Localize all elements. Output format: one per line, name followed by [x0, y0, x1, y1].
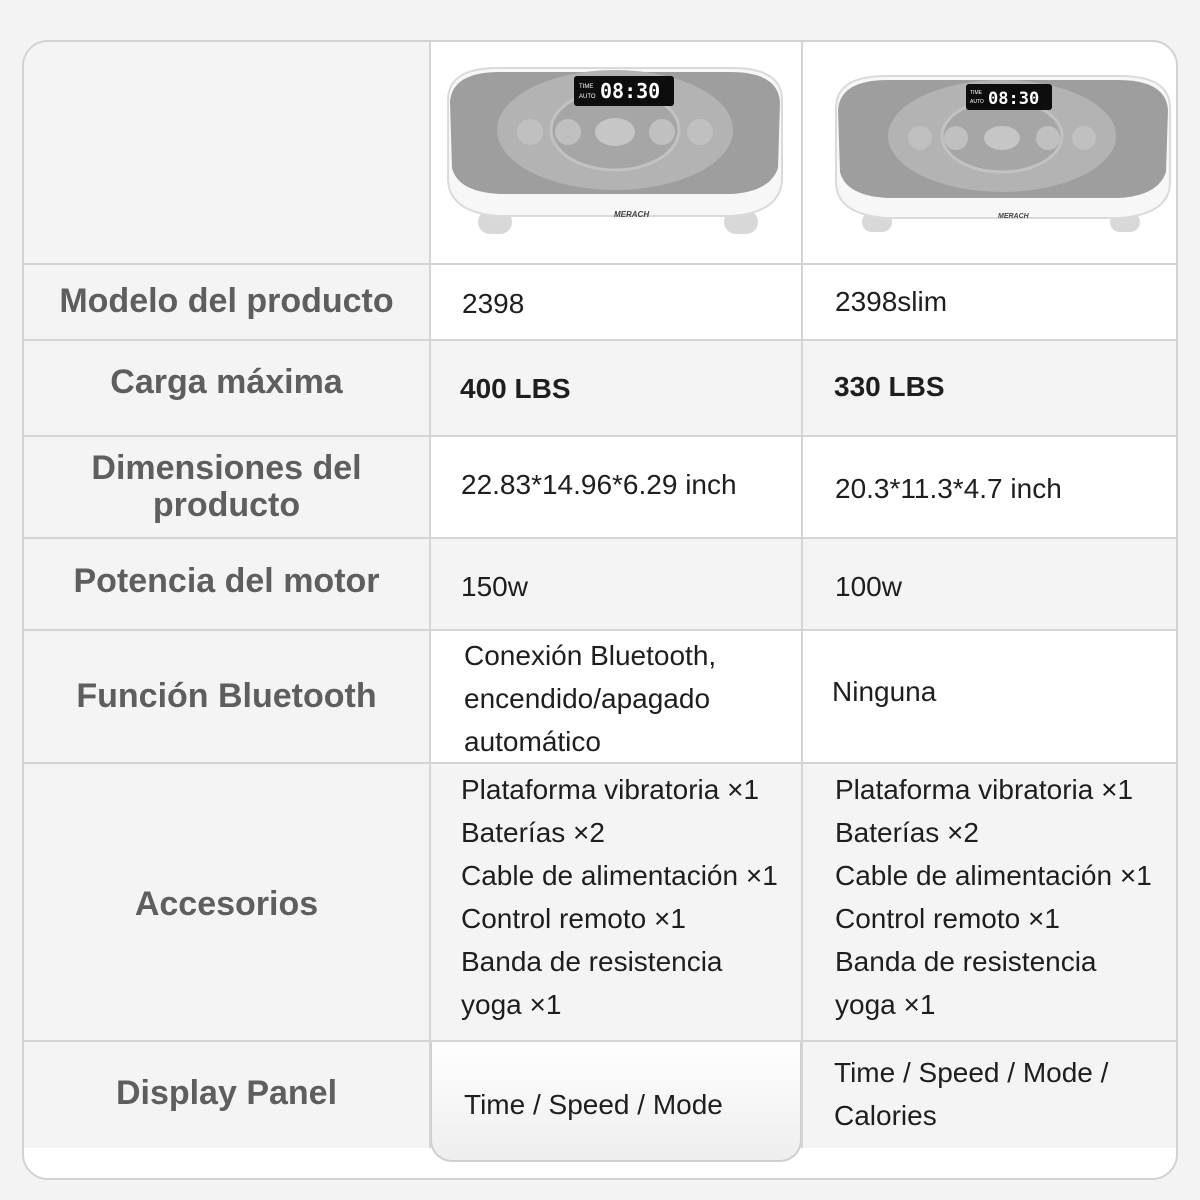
- accessories-2398slim: [835, 766, 1152, 1028]
- vibration-platform-2398slim-image: [830, 70, 1176, 240]
- label-dimensions: [24, 436, 429, 538]
- accessory-item: Baterías ×2: [461, 817, 605, 848]
- brand-logo: MERACH: [998, 213, 1029, 220]
- label-motor-power: Potencia del motor: [73, 561, 380, 600]
- comparison-table: [22, 40, 1178, 1180]
- bluetooth-line: automático: [464, 725, 601, 757]
- label-display-panel: Display Panel: [115, 1073, 338, 1112]
- accessory-item: Cable de alimentación ×1: [461, 860, 778, 891]
- model-2398slim: 2398slim: [835, 285, 948, 317]
- bluetooth-2398slim: [832, 630, 936, 752]
- accessory-item: Control remoto ×1: [835, 903, 1060, 934]
- accessories-2398: [461, 766, 778, 1028]
- display-auto-tag: AUTO: [970, 99, 984, 105]
- display-panel-2398slim: [834, 1042, 1108, 1146]
- display-panel-line: Time / Speed / Mode: [464, 1088, 723, 1120]
- bluetooth-line: Conexión Bluetooth,: [464, 639, 717, 671]
- accessory-item: yoga ×1: [835, 989, 936, 1020]
- accessory-item: yoga ×1: [461, 989, 562, 1020]
- label-dimensions-line1: Dimensiones del: [91, 449, 362, 487]
- bluetooth-line: encendido/apagado: [464, 682, 711, 714]
- accessory-item: Banda de resistencia: [461, 946, 723, 977]
- max-load-2398: 400 LBS: [460, 372, 571, 404]
- bluetooth-2398: [464, 632, 716, 764]
- column-divider: [429, 42, 431, 1148]
- accessory-item: Plataforma vibratoria ×1: [461, 774, 760, 805]
- max-load-2398slim: 330 LBS: [834, 370, 945, 402]
- column-divider: [801, 42, 803, 1148]
- display-time-tag: TIME: [579, 84, 594, 90]
- vibration-platform-2398-image: [438, 60, 792, 240]
- dimensions-2398slim: 20.3*11.3*4.7 inch: [835, 472, 1062, 504]
- display-panel-line: Time / Speed / Mode /: [834, 1057, 1109, 1088]
- accessory-item: Cable de alimentación ×1: [835, 860, 1152, 891]
- label-dimensions-line2: producto: [152, 486, 301, 524]
- display-auto-tag: AUTO: [579, 94, 596, 100]
- dimensions-2398: 22.83*14.96*6.29 inch: [461, 468, 737, 500]
- label-bluetooth: Función Bluetooth: [76, 676, 377, 715]
- label-max-load: Carga máxima: [110, 362, 343, 401]
- accessory-item: Banda de resistencia: [835, 946, 1097, 977]
- display-time-tag: TIME: [970, 90, 982, 96]
- display-digits: 08:30: [988, 89, 1040, 109]
- label-model: Modelo del producto: [59, 282, 394, 320]
- display-digits: 08:30: [600, 79, 661, 103]
- motor-power-2398slim: 100w: [835, 570, 902, 602]
- accessory-item: Control remoto ×1: [461, 903, 686, 934]
- display-panel-line: Calories: [834, 1100, 937, 1131]
- display-panel-2398: [464, 1052, 723, 1156]
- accessory-item: Baterías ×2: [835, 817, 979, 848]
- label-accessories: Accesorios: [134, 884, 319, 923]
- model-2398: 2398: [462, 287, 525, 319]
- brand-logo: MERACH: [614, 210, 650, 219]
- motor-power-2398: 150w: [461, 570, 528, 602]
- accessory-item: Plataforma vibratoria ×1: [835, 774, 1134, 805]
- bluetooth-line: Ninguna: [832, 675, 937, 707]
